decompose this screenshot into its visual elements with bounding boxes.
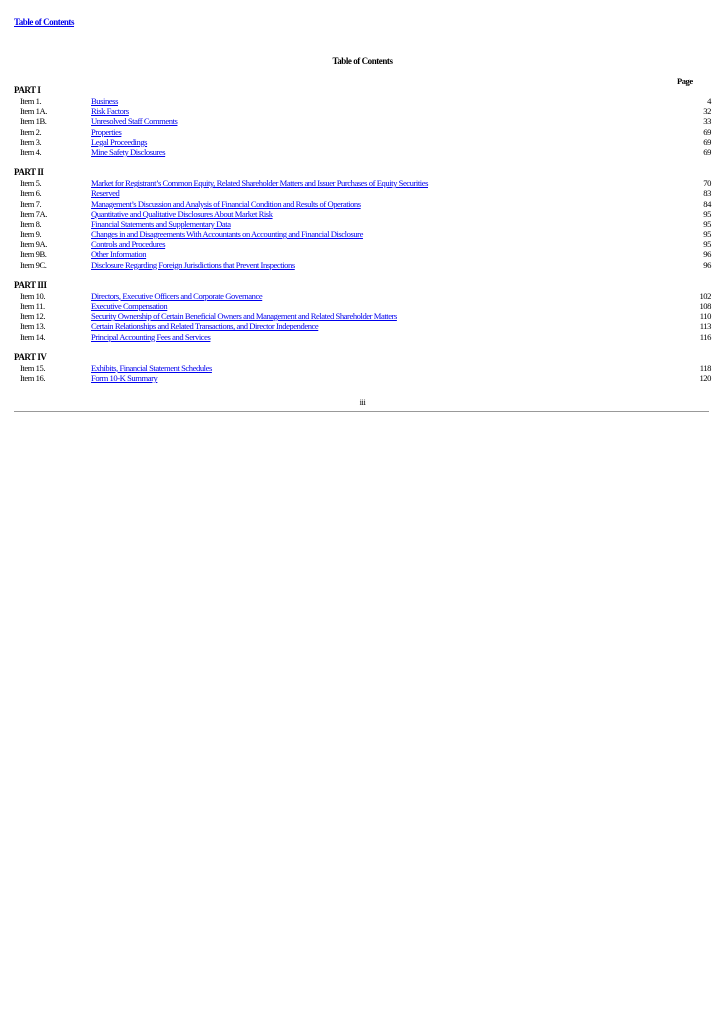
item-page-number: 70 <box>703 178 711 189</box>
table-of-contents <box>14 85 711 393</box>
item-number: Item 12. <box>20 311 46 322</box>
item-title-link[interactable]: Business <box>91 96 118 106</box>
document-title: Table of Contents <box>332 56 393 66</box>
item-page-number: 95 <box>703 239 711 250</box>
item-number: Item 16. <box>20 372 46 383</box>
item-page-number: 69 <box>703 136 711 147</box>
table-of-contents-link[interactable]: Table of Contents <box>14 17 75 27</box>
item-page-number: 84 <box>703 198 711 209</box>
item-title-link[interactable]: Quantitative and Qualitative Disclosures About Market Risk <box>91 208 273 219</box>
item-number: Item 10. <box>20 290 46 301</box>
item-number: Item 7A. <box>20 208 47 219</box>
item-title-link[interactable]: Security Ownership of Certain Beneficial Owners and Management and Related Shareholder Matters <box>91 311 397 322</box>
item-page-number: 120 <box>699 372 711 383</box>
toc-row <box>14 188 711 198</box>
item-page-number: 113 <box>699 321 711 332</box>
item-title-link[interactable]: Financial Statements and Supplementary Data <box>91 218 231 229</box>
toc-row <box>14 301 711 311</box>
toc-row <box>14 260 711 270</box>
item-title-link[interactable]: Disclosure Regarding Foreign Jurisdictions that Prevent Inspections <box>91 259 295 270</box>
item-page-number: 96 <box>703 259 711 270</box>
toc-row <box>14 199 711 209</box>
item-number: Item 15. <box>20 362 46 373</box>
part-heading: PART I <box>14 85 41 95</box>
page-number: iii <box>359 397 366 407</box>
toc-row <box>14 239 711 249</box>
item-page-number: 96 <box>703 249 711 260</box>
toc-row <box>14 96 711 106</box>
part-heading: PART IV <box>14 351 47 362</box>
toc-row <box>14 291 711 301</box>
toc-row <box>14 249 711 259</box>
item-title-link[interactable]: Principal Accounting Fees and Services <box>91 331 211 342</box>
item-page-number: 102 <box>699 290 711 301</box>
item-page-number: 95 <box>703 218 711 229</box>
item-title-link[interactable]: Legal Proceedings <box>91 136 148 147</box>
item-title-link[interactable]: Executive Compensation <box>91 301 168 311</box>
page-column-header: Page <box>677 76 693 86</box>
item-number: Item 6. <box>20 188 42 199</box>
item-page-number: 32 <box>703 106 711 117</box>
item-title-link[interactable]: Mine Safety Disclosures <box>91 146 166 157</box>
toc-row <box>14 116 711 126</box>
footer-divider <box>14 411 709 412</box>
toc-row <box>14 311 711 321</box>
item-title-link[interactable]: Changes in and Disagreements With Accountants on Accounting and Financial Disclosure <box>91 229 363 240</box>
item-number: Item 8. <box>20 218 42 229</box>
item-page-number: 33 <box>703 116 711 127</box>
item-page-number: 95 <box>703 229 711 240</box>
item-title-link[interactable]: Directors, Executive Officers and Corporate Governance <box>91 290 263 301</box>
item-number: Item 1B. <box>20 116 47 127</box>
toc-row <box>14 229 711 239</box>
item-page-number: 69 <box>703 126 711 137</box>
item-number: Item 3. <box>20 136 42 147</box>
item-title-link[interactable]: Unresolved Staff Comments <box>91 116 178 127</box>
item-number: Item 9A. <box>20 239 47 250</box>
item-page-number: 4 <box>707 96 711 106</box>
item-title-link[interactable]: Market for Registrant’s Common Equity, Related Shareholder Matters and Issuer Purchases of Equity Securities <box>91 178 428 189</box>
item-title-link[interactable]: Certain Relationships and Related Transactions, and Director Independence <box>91 321 319 332</box>
item-number: Item 1A. <box>20 106 47 117</box>
item-page-number: 116 <box>699 331 711 342</box>
toc-part-section <box>14 280 711 342</box>
item-title-link[interactable]: Risk Factors <box>91 106 129 117</box>
toc-part-section <box>14 167 711 270</box>
toc-row <box>14 127 711 137</box>
item-number: Item 5. <box>20 178 42 189</box>
item-number: Item 9C. <box>20 259 47 270</box>
item-number: Item 1. <box>20 96 42 106</box>
toc-row <box>14 137 711 147</box>
toc-row <box>14 106 711 116</box>
toc-row <box>14 209 711 219</box>
toc-part-section <box>14 85 711 157</box>
part-heading: PART II <box>14 167 44 178</box>
item-page-number: 110 <box>699 311 711 322</box>
item-page-number: 83 <box>703 188 711 199</box>
item-title-link[interactable]: Properties <box>91 126 122 137</box>
item-number: Item 2. <box>20 126 42 137</box>
toc-row <box>14 363 711 373</box>
item-page-number: 95 <box>703 208 711 219</box>
item-number: Item 14. <box>20 331 46 342</box>
part-heading: PART III <box>14 279 47 290</box>
item-title-link[interactable]: Other Information <box>91 249 147 260</box>
item-number: Item 7. <box>20 198 42 209</box>
toc-row <box>14 373 711 383</box>
item-number: Item 4. <box>20 146 42 157</box>
item-title-link[interactable]: Controls and Procedures <box>91 239 166 250</box>
item-title-link[interactable]: Management’s Discussion and Analysis of Financial Condition and Results of Operations <box>91 198 361 209</box>
toc-row <box>14 178 711 188</box>
toc-row <box>14 219 711 229</box>
toc-part-section <box>14 352 711 383</box>
toc-row <box>14 321 711 331</box>
item-page-number: 108 <box>699 301 711 311</box>
item-number: Item 13. <box>20 321 46 332</box>
item-number: Item 9B. <box>20 249 47 260</box>
toc-row <box>14 147 711 157</box>
toc-row <box>14 332 711 342</box>
item-page-number: 69 <box>703 146 711 157</box>
item-title-link[interactable]: Exhibits, Financial Statement Schedules <box>91 362 212 373</box>
item-number: Item 9. <box>20 229 42 240</box>
item-number: Item 11. <box>20 301 45 311</box>
item-page-number: 118 <box>699 362 711 373</box>
item-title-link[interactable]: Form 10-K Summary <box>91 372 158 383</box>
item-title-link[interactable]: Reserved <box>91 188 120 199</box>
